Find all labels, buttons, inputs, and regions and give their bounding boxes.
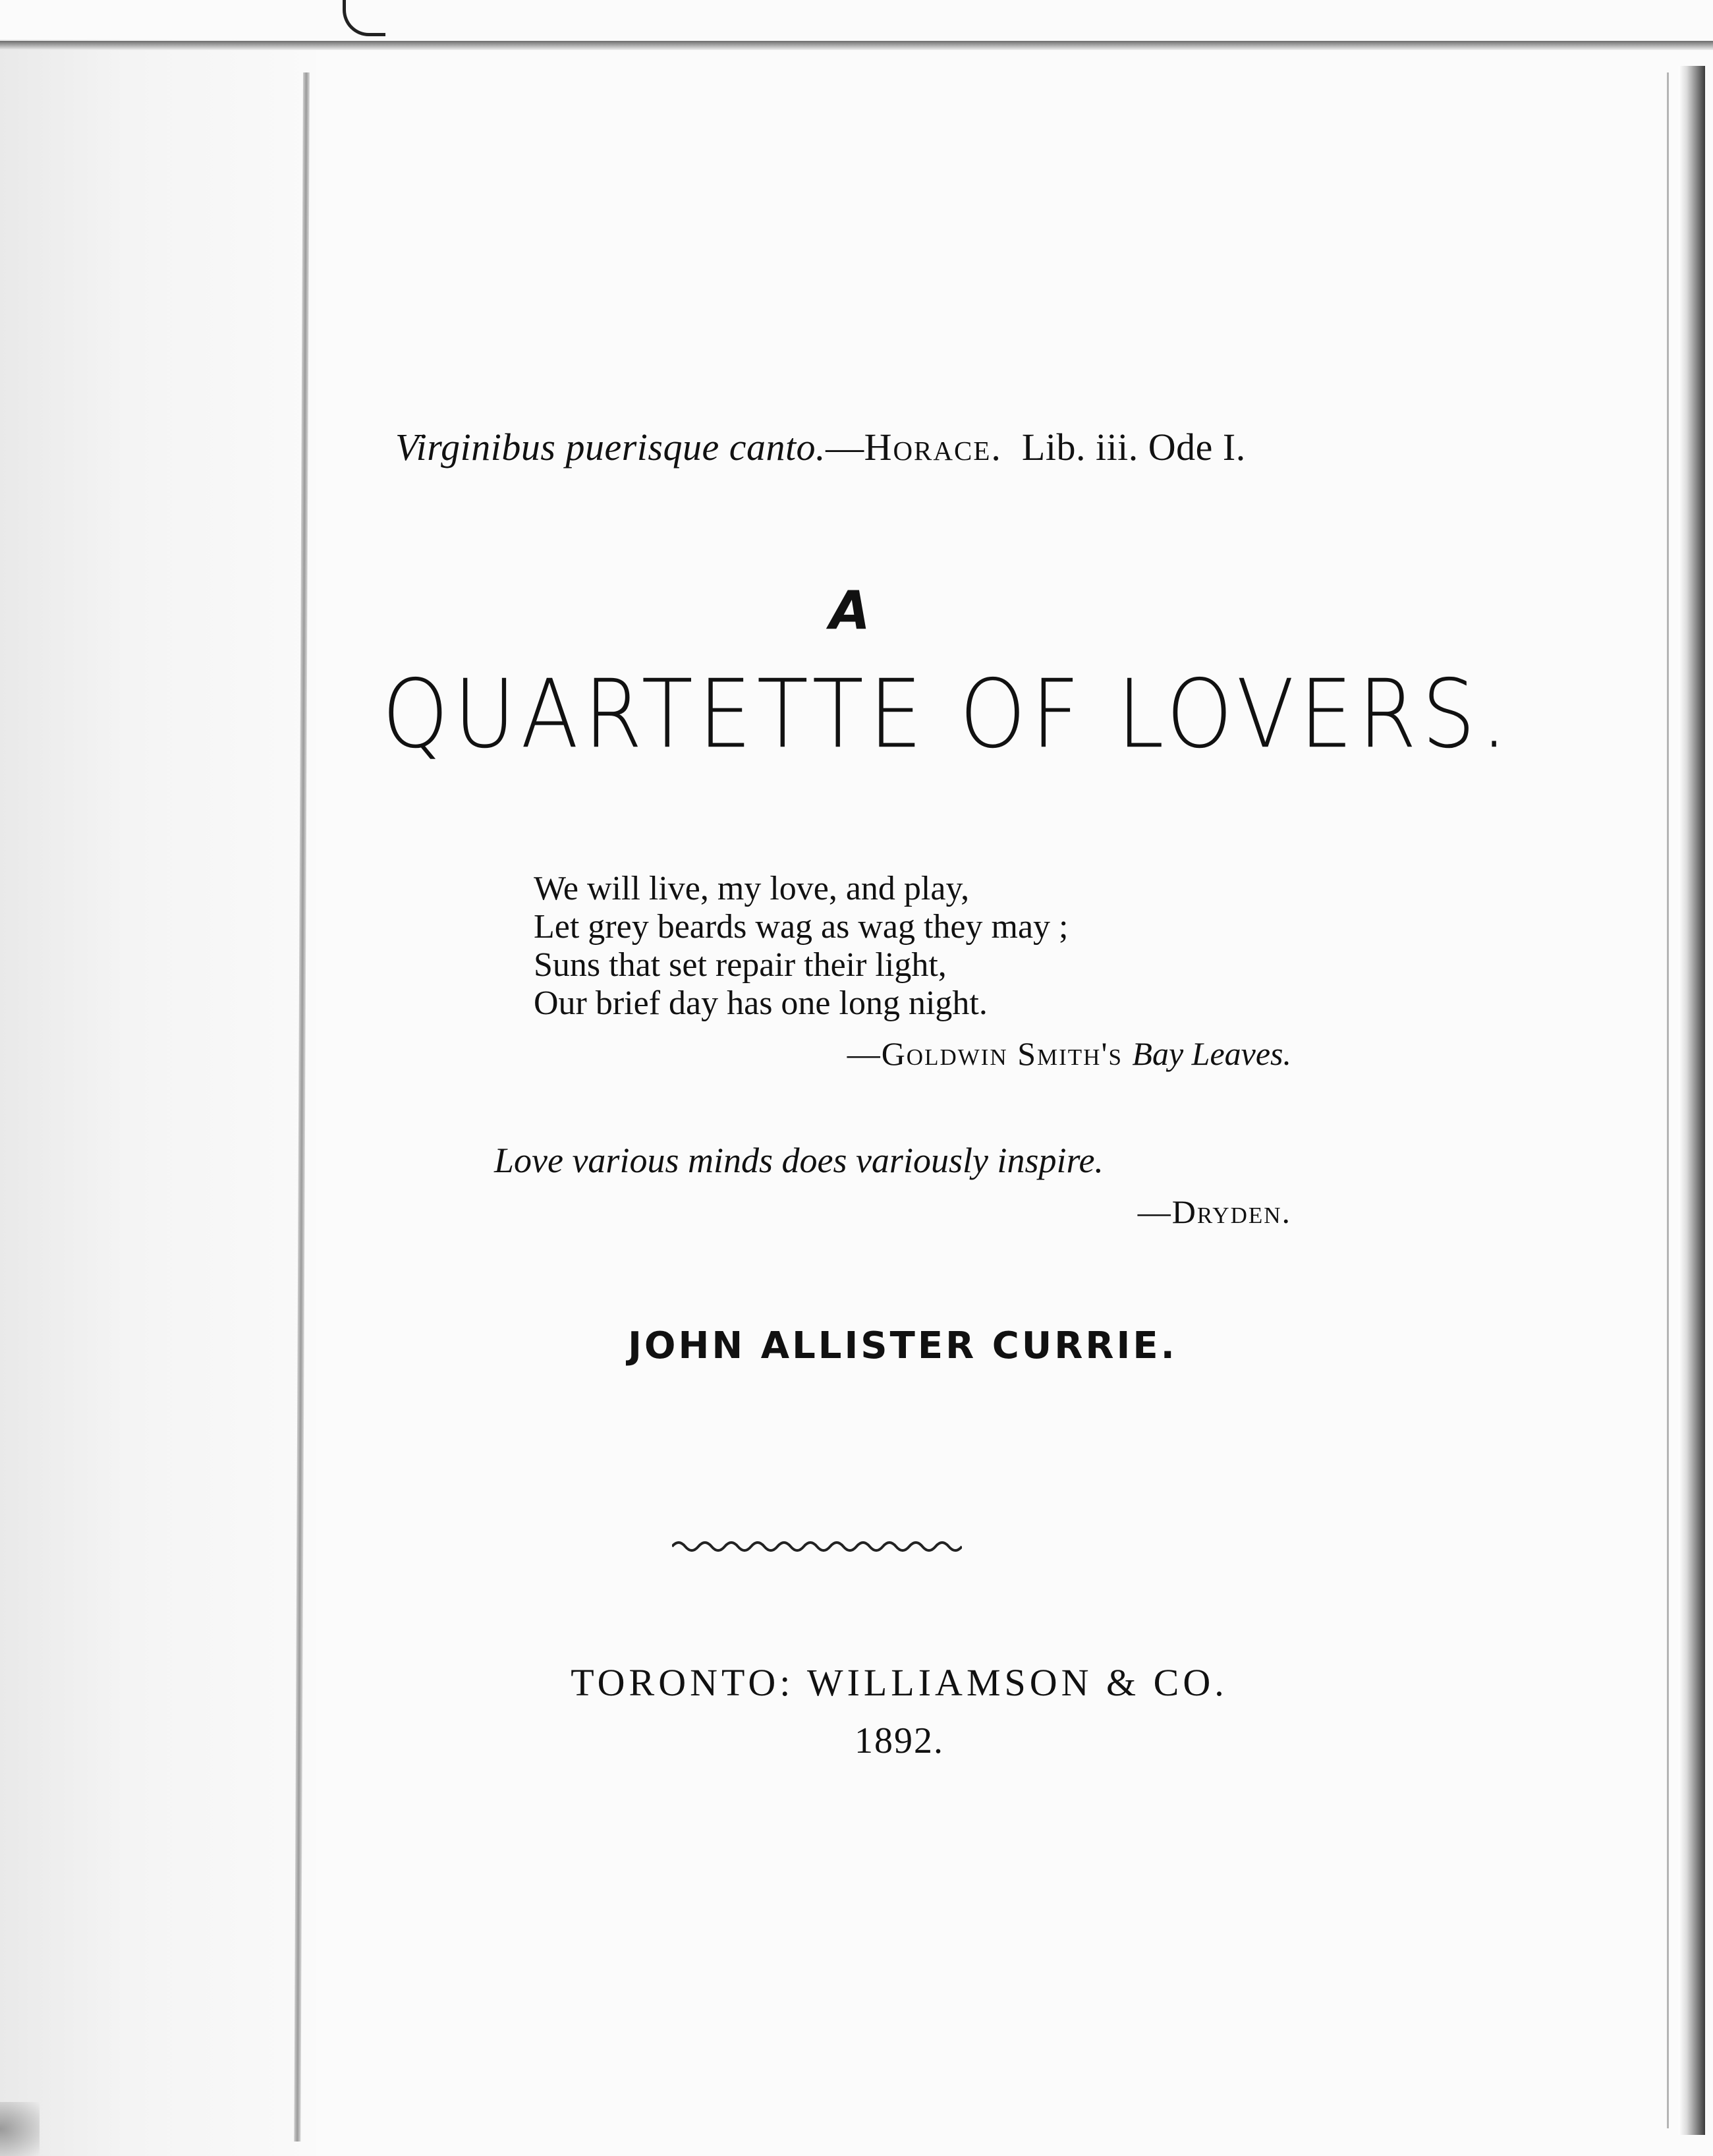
scan-smudge (0, 2102, 40, 2156)
epigraph-dash: — (826, 426, 864, 468)
imprint-publisher: TORONTO: WILLIAMSON & CO. (571, 1661, 1228, 1704)
dryden-quote: Love various minds does variously inspire. (494, 1141, 1104, 1180)
binding-gutter (0, 40, 316, 2156)
epigraph-author: Horace. (864, 426, 1002, 468)
title-article: A (829, 580, 870, 641)
author-name: JOHN ALLISTER CURRIE. (628, 1324, 1177, 1367)
poem-line: Our brief day has one long night. (534, 984, 988, 1022)
right-page-edge (1679, 66, 1705, 2135)
title-page (316, 72, 1673, 2128)
wavy-rule-ornament (672, 1532, 962, 1558)
poem-attribution (712, 1035, 1291, 1073)
dryden-attribution: —Dryden. (1137, 1193, 1291, 1230)
epigraph-reference: Lib. iii. Ode I. (1021, 426, 1246, 468)
poem-attribution-work: Bay Leaves. (1132, 1035, 1291, 1072)
poem-line: Let grey beards wag as wag they may ; (534, 908, 1069, 946)
poem-epigraph (534, 870, 1324, 1023)
top-scan-border (0, 41, 1713, 50)
poem-attribution-author: —Goldwin Smith's (847, 1035, 1133, 1072)
epigraph-quote: Virginibus puerisque canto. (395, 426, 826, 468)
imprint-year: 1892. (855, 1720, 944, 1761)
book-title: QUARTETTE OF LOVERS. (382, 660, 1513, 770)
poem-line: We will live, my love, and play, (534, 870, 970, 907)
top-epigraph (395, 425, 1476, 469)
poem-line: Suns that set repair their light, (534, 946, 947, 984)
